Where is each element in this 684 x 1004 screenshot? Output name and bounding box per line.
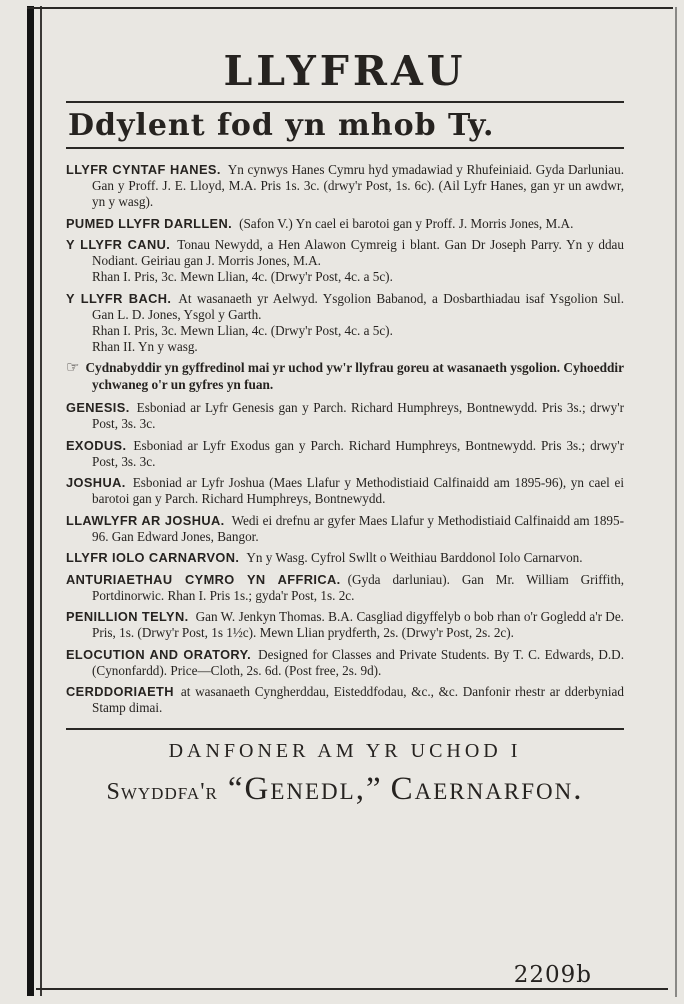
scan-edge-left-thin [40,6,42,996]
book-entry-heading: GENESIS. [66,400,130,416]
book-entry [66,550,624,566]
book-entry-heading: LLYFR IOLO CARNARVON. [66,550,240,566]
book-entry [66,572,624,604]
book-entry [66,400,624,432]
send-instruction: DANFONER AM YR UCHOD I [168,740,522,763]
book-entry-body: (Safon V.) Yn cael ei barotoi gan y Proff. J. Morris Jones, M.A. [239,215,574,231]
scan-edge-right [675,7,677,997]
book-entry-heading: LLAWLYFR AR JOSHUA. [66,512,225,528]
book-entry-price-line: Rhan I. Pris, 3c. Mewn Llian, 4c. (Drwy'r Post, 4c. a 5c). [92,322,393,338]
page-subtitle: Ddylent fod yn mhob Ty. [68,108,495,144]
book-list [66,162,624,716]
publisher-address [66,771,624,807]
book-entry-body: Gan W. Jenkyn Thomas. B.A. Casgliad digyffelyb o bob rhan o'r Gogledd a'r De. Pris, 1s. (Drwy'r Post, 1s 1½c). Mewn Llian prydferth, 2s. (Drwy'r Post, 2s. 2c). [92,609,624,641]
book-entry-heading: EXODUS. [66,437,127,453]
book-entry-body: Tonau Newydd, a Hen Alawon Cymreig i blant. Gan Dr Joseph Parry. Yn y ddau Nodiant. Geiriau gan J. Morris Jones, M.A. [92,237,624,269]
book-entry [66,475,624,507]
book-entry [66,684,624,716]
book-entry-body: Yn cynwys Hanes Cymru hyd ymadawiad y Rhufeiniaid. Gyda Darluniau. Gan y Proff. J. E. Lloyd, M.A. Pris 1s. 3c. (drwy'r Post, 1s. 6c). (Ail Lyfr Hanes, gan yr un awdwr, yn y wasg). [92,162,624,210]
book-entry-price-line: Rhan I. Pris, 3c. Mewn Llian, 4c. (Drwy'r Post, 4c. a 5c). [92,269,393,285]
book-entry-heading: Y LLYFR BACH. [66,290,172,306]
book-entry [66,237,624,285]
publisher-notice [66,360,624,393]
book-entry-heading: PUMED LLYFR DARLLEN. [66,215,233,231]
publisher-paper-name: “Genedl,” [227,771,383,808]
book-entry-heading: ELOCUTION AND ORATORY. [66,646,252,662]
footer-rule [66,728,624,730]
book-entry [66,438,624,470]
book-entry-heading: CERDDORIAETH [66,684,174,700]
scan-edge-bottom [36,988,668,990]
scan-edge-top [27,7,673,9]
book-entry [66,216,624,232]
page-title: LLYFRAU [223,47,467,95]
page-number: 2209b [513,962,592,988]
scan-edge-left-thick [27,6,34,996]
book-entry-body: Esboniad ar Lyfr Exodus gan y Parch. Richard Humphreys, Bontnewydd. Pris 3s.; drwy'r Post, 3s. 3c. [92,437,624,469]
book-entry-heading: LLYFR CYNTAF HANES. [66,162,221,178]
publisher-notice-text: Cydnabyddir yn gyffredinol mai yr uchod yw'r llyfrau goreu at wasanaeth ysgolion. Cyhoeddir ychwaneg o'r un gyfres yn fuan. [85,360,624,392]
book-entry-body: at wasanaeth Cyngherddau, Eisteddfodau, &c., &c. Danfonir rhestr ar dderbyniad Stamp dimai. [92,684,624,716]
book-entry-body: Esboniad ar Lyfr Genesis gan y Parch. Richard Humphreys, Bontnewydd. Pris 3s.; drwy'r Post, 3s. 3c. [92,400,624,432]
title-rule [66,101,624,103]
pointing-hand-icon: ☞ [66,360,80,377]
book-entry-body: Designed for Classes and Private Students. By T. C. Edwards, D.D. (Cynonfardd). Price—Cloth, 2s. 6d. (Post free, 2s. 9d). [92,646,624,678]
book-entry-heading: ANTURIAETHAU CYMRO YN AFFRICA. [66,571,341,587]
book-entry [66,162,624,210]
book-entry [66,647,624,679]
book-entry [66,513,624,545]
book-entry-body: At wasanaeth yr Aelwyd. Ysgolion Babanod, a Dosbarthiadau isaf Ysgolion Sul. Gan L. D. Jones, Ysgol y Garth. [92,290,624,322]
book-entry-heading: Y LLYFR CANU. [66,237,171,253]
book-entry [66,609,624,641]
book-entry-price-line: Rhan II. Yn y wasg. [92,338,198,354]
book-entry-body: (Gyda darluniau). Gan Mr. William Griffith, Portdinorwic. Rhan I. Pris 1s.; gyda'r Post, 1s. 2c. [92,571,624,603]
book-entry-body: Esboniad ar Lyfr Joshua (Maes Llafur y Methodistiaid Calfinaidd am 1895-96), yn cael ei barotoi gan y Parch. Richard Humphreys, Bontnewydd. [92,475,624,507]
book-entry-body: Wedi ei drefnu ar gyfer Maes Llafur y Methodistiaid Calfinaidd am 1895-96. Gan Edward Jones, Bangor. [92,512,624,544]
subtitle-rule [66,147,624,149]
book-entry-heading: JOSHUA. [66,475,126,491]
book-entry-heading: PENILLION TELYN. [66,609,189,625]
book-entry-body: Yn y Wasg. Cyfrol Swllt o Weithiau Barddonol Iolo Carnarvon. [246,550,583,566]
page-content [66,47,624,808]
book-entry [66,291,624,355]
publisher-office: Swyddfa'r [106,779,218,806]
publisher-city: Caernarfon. [390,771,584,808]
